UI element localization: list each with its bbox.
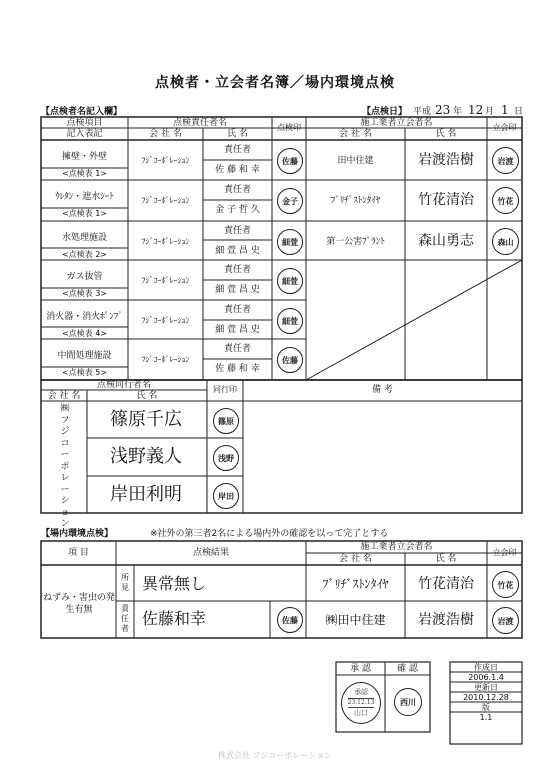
row-item: 水処理施設	[61, 233, 107, 243]
s2-item-header: 項 目	[68, 548, 89, 558]
s2-item: ねずみ・害虫の発生有無	[43, 593, 116, 615]
row-item: 消火器・消火ﾎﾟﾝﾌﾟ	[46, 312, 123, 322]
row-contractor: 第一公害ﾌﾟﾗﾝﾄ	[326, 237, 385, 247]
inspector-seal-stamp: 細萱	[277, 229, 303, 255]
remarks-header: 備 考	[372, 385, 393, 395]
row-sheet: <点検表 1>	[61, 169, 108, 178]
finding-text: 異常無し	[142, 574, 207, 593]
date-day: 1	[501, 103, 509, 117]
row-company: ﾌｼﾞｺｰﾎﾟﾚｰｼｮﾝ	[141, 355, 190, 364]
approve-header: 承 認	[350, 664, 371, 674]
row-witness: 竹花清治	[418, 192, 474, 208]
s2-contractor-name: 竹花清治	[418, 576, 474, 592]
date-year-unit: 年	[453, 107, 463, 117]
date-month-unit: 月	[485, 107, 495, 117]
responsible-label: 責任者	[121, 604, 129, 633]
companions-company-header: 会 社 名	[47, 391, 81, 401]
section-label-environment: 【場内環境点検】	[41, 529, 114, 539]
companion-seal-stamp: 岸田	[213, 483, 239, 509]
header-person-in-charge: 点検責任者名	[172, 118, 227, 128]
companions-name-header: 氏 名	[136, 391, 158, 401]
date-month: 12	[468, 103, 484, 117]
row-company: ﾌｼﾞｺｰﾎﾟﾚｰｼｮﾝ	[141, 276, 190, 285]
row-item: ｳﾚﾀﾝ・遮水ｼｰﾄ	[55, 192, 114, 202]
header-name: 氏 名	[227, 129, 248, 139]
companions-header: 点検同行者名	[96, 380, 151, 390]
responsible-seal-stamp: 佐藤	[277, 607, 303, 633]
date-year: 23	[435, 103, 451, 117]
s2-result-header: 点検結果	[192, 548, 229, 558]
row-person: 佐 藤 和 幸	[215, 165, 260, 175]
companion-name: 浅野義人	[110, 446, 182, 467]
row-sheet: <点検表 2>	[61, 250, 108, 259]
companions-company-vertical: ㈱フジコーポレーション	[60, 404, 70, 529]
s2-company-header: 会 社 名	[339, 554, 372, 564]
date-day-unit: 日	[514, 107, 524, 117]
created-header: 作成日	[474, 663, 498, 672]
header-witness-seal: 立会印	[492, 123, 517, 132]
row-role: 責任者	[223, 226, 251, 236]
s2-name-header: 氏 名	[435, 554, 457, 564]
s2-contractor-company: ㈱田中住建	[325, 613, 386, 627]
row-role: 責任者	[223, 344, 251, 354]
s2-contractor-company: ﾌﾞﾘﾁﾞｽﾄﾝﾀｲﾔ	[322, 577, 389, 591]
responsible-name: 佐藤和幸	[142, 609, 207, 628]
row-sheet: <点検表 5>	[61, 368, 108, 377]
version-header: 版	[482, 703, 490, 712]
approve-stamp	[341, 682, 381, 724]
row-item: ガス抜管	[66, 272, 103, 282]
date-label: 【点検日】	[362, 107, 408, 117]
row-sheet: <点検表 3>	[61, 289, 108, 298]
companion-seal-stamp: 篠原	[213, 408, 239, 434]
witness-seal-stamp: 竹花	[492, 187, 519, 214]
inspector-seal-stamp: 金子	[277, 188, 303, 214]
row-company: ﾌｼﾞｺｰﾎﾟﾚｰｼｮﾝ	[141, 156, 190, 165]
row-witness: 岩渡浩樹	[418, 152, 474, 168]
header-contractor-company: 会 社 名	[339, 129, 372, 139]
page-title: 点検者・立会者名簿／場内環境点検	[155, 75, 395, 91]
row-role: 責任者	[223, 185, 251, 195]
header-company: 会 社 名	[149, 129, 182, 139]
created-date: 2006.1.4	[468, 673, 504, 682]
footer-company: 株式会社 フジコーポレーション	[218, 751, 332, 760]
row-person: 佐 藤 和 幸	[215, 364, 260, 374]
section-label-inspectors: 【点検者名記入欄】	[41, 107, 123, 117]
row-role: 責任者	[223, 305, 251, 315]
section2-note: ※社外の第三者2名による場内外の確認を以って完了とする	[150, 529, 389, 539]
witness-seal-stamp: 森山	[492, 228, 519, 255]
updated-date: 2010.12.28	[463, 693, 509, 702]
updated-header: 更新日	[474, 683, 498, 692]
approve-stamp-date: 23.12.13	[347, 699, 375, 706]
header-inspector-seal: 点検印	[277, 123, 301, 132]
row-person: 細 萱 昌 史	[215, 285, 260, 295]
row-witness: 森山勇志	[418, 233, 474, 249]
inspector-seal-stamp: 佐藤	[277, 347, 303, 373]
row-contractor: ﾌﾞﾘﾁﾞｽﾄﾝﾀｲﾔ	[330, 196, 381, 206]
s2-contractor-header: 施工業者立会者名	[360, 542, 433, 552]
row-role: 責任者	[223, 265, 251, 275]
witness-seal-stamp: 岩渡	[492, 147, 519, 174]
approve-stamp-top: 承認	[354, 688, 368, 696]
row-company: ﾌｼﾞｺｰﾎﾟﾚｰｼｮﾝ	[141, 316, 190, 325]
s2-witness-seal-stamp: 岩渡	[492, 607, 519, 634]
header-contractor-name: 氏 名	[435, 129, 457, 139]
confirm-stamp: 西川	[394, 688, 422, 716]
row-sheet: <点検表 1>	[61, 209, 108, 218]
s2-contractor-name: 岩渡浩樹	[418, 612, 474, 628]
version-number: 1.1	[479, 713, 493, 722]
inspection-date	[413, 104, 523, 118]
companion-name: 岸田利明	[110, 484, 182, 505]
s2-seal-header: 立会印	[492, 548, 517, 557]
row-item: 中間処理施設	[57, 351, 112, 361]
s2-witness-seal-stamp: 竹花	[492, 571, 519, 598]
row-person: 細 萱 昌 史	[215, 246, 260, 256]
inspector-seal-stamp: 佐藤	[277, 148, 303, 174]
row-contractor: 田中住建	[337, 156, 374, 166]
row-person: 金 子 哲 久	[215, 205, 260, 215]
approve-stamp-name: 山口	[354, 709, 368, 717]
header-record: 記入表記	[66, 129, 103, 139]
confirm-header: 確 認	[397, 664, 418, 674]
inspector-seal-stamp: 細萱	[277, 308, 303, 334]
companion-name: 篠原千広	[110, 409, 182, 430]
row-sheet: <点検表 4>	[61, 329, 108, 338]
inspector-seal-stamp: 細萱	[277, 268, 303, 294]
header-contractor: 施工業者立会者名	[360, 118, 433, 128]
row-person: 細 萱 昌 史	[215, 325, 260, 335]
row-item: 擁壁・外壁	[61, 152, 107, 162]
finding-label: 所見	[121, 573, 129, 592]
companions-seal-header: 同行印	[213, 385, 237, 394]
companion-seal-stamp: 浅野	[213, 445, 239, 471]
header-item: 点検項目	[66, 118, 103, 128]
row-company: ﾌｼﾞｺｰﾎﾟﾚｰｼｮﾝ	[141, 237, 190, 246]
row-role: 責任者	[223, 145, 251, 155]
date-era: 平成	[413, 107, 432, 117]
row-company: ﾌｼﾞｺｰﾎﾟﾚｰｼｮﾝ	[141, 196, 190, 205]
